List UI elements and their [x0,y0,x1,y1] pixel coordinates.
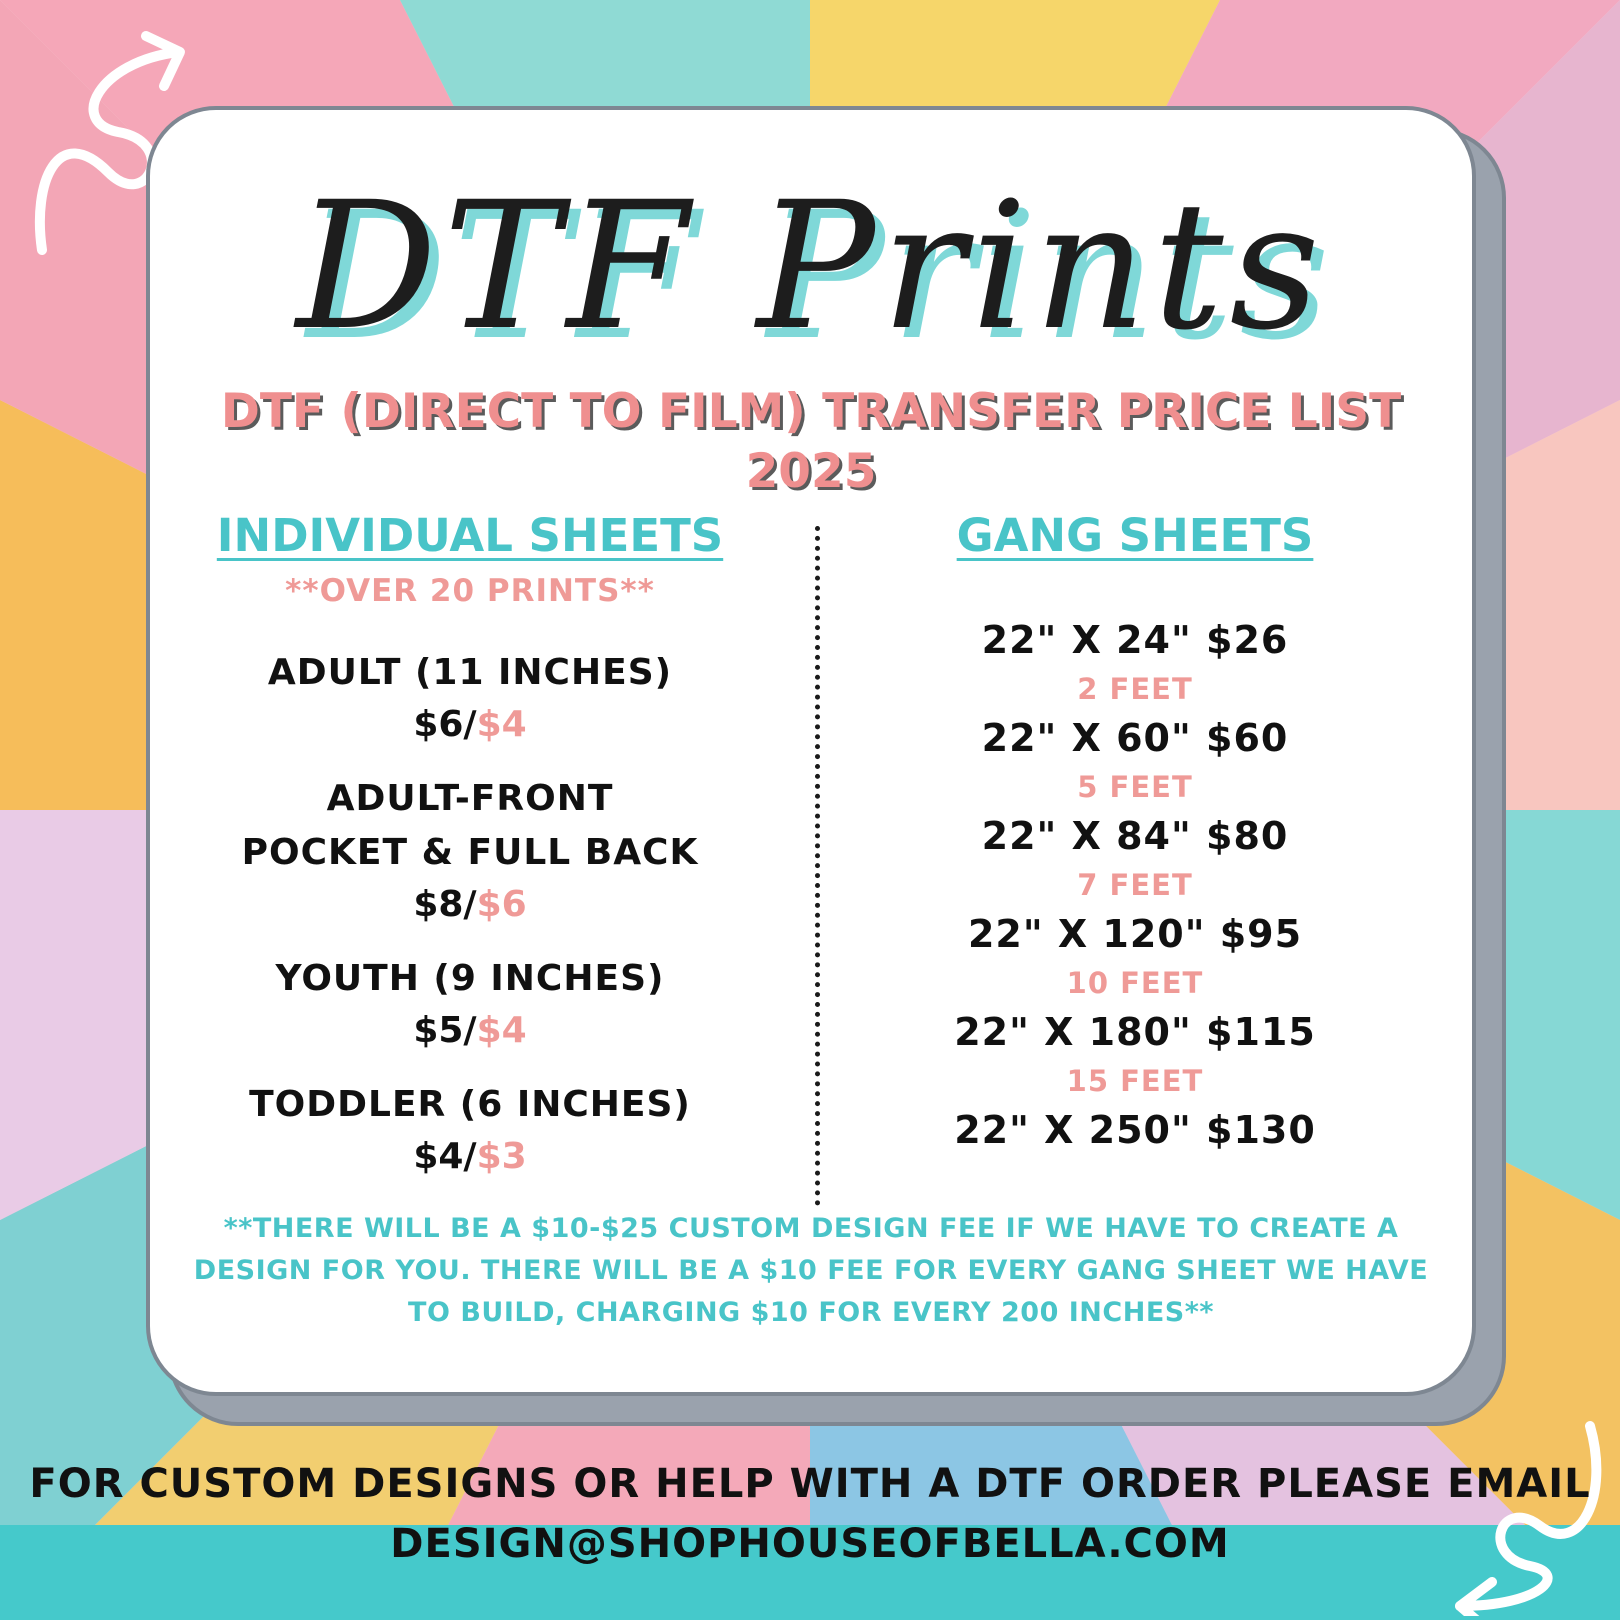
list-item [180,772,760,930]
gang-size: 22" X 60" $60 [981,716,1289,760]
item-price: $8/$6 [413,884,527,925]
gang-feet: 5 FEET [1077,770,1193,804]
individual-sheets-column [180,506,760,1182]
gang-size: 22" X 24" $26 [981,618,1289,662]
item-price: $6/$4 [413,704,527,745]
item-name: YOUTH (9 INCHES) [275,958,665,999]
item-price: $5/$4 [413,1010,527,1051]
gang-feet: 10 FEET [1066,966,1204,1000]
gang-sheet-list [830,614,1440,1156]
custom-design-fee-note: **THERE WILL BE A $10-$25 CUSTOM DESIGN FEE IF WE HAVE TO CREATE A DESIGN FOR YOU. THERE WILL BE A $10 FEE FOR EVERY GANG SHEET WE HAVE TO BUILD, CHARGING $10 FOR EVERY 200 INCHES** [193,1213,1429,1328]
individual-sheets-heading: INDIVIDUAL SHEETS [216,509,724,562]
gang-size: 22" X 84" $80 [981,814,1289,858]
gang-size: 22" X 250" $130 [954,1108,1316,1152]
item-name: ADULT (11 INCHES) [267,652,673,693]
gang-size: 22" X 120" $95 [967,912,1303,956]
list-item [180,646,760,750]
item-name: TODDLER (6 INCHES) [249,1084,691,1125]
column-divider [815,526,820,1206]
item-name: ADULT-FRONT POCKET & FULL BACK [241,778,699,873]
page-title: DTF Prints [296,164,1326,369]
footer-text: FOR CUSTOM DESIGNS OR HELP WITH A DTF ORDER PLEASE EMAIL [29,1461,1591,1507]
contact-email: DESIGN@SHOPHOUSEOFBELLA.COM [390,1521,1230,1567]
gang-feet: 2 FEET [1077,672,1193,706]
contact-footer [0,1454,1620,1574]
over-20-prints-note: **OVER 20 PRINTS** [285,573,655,609]
gang-feet: 15 FEET [1066,1064,1204,1098]
gang-sheets-heading: GANG SHEETS [956,509,1314,562]
gang-feet: 7 FEET [1077,868,1193,902]
price-list-subtitle: DTF (DIRECT TO FILM) TRANSFER PRICE LIST 2025 [220,384,1402,499]
gang-size: 22" X 180" $115 [954,1010,1316,1054]
list-item [180,1078,760,1182]
gang-sheets-column [830,506,1440,1156]
price-card [146,106,1476,1396]
item-price: $4/$3 [413,1136,527,1177]
list-item [180,952,760,1056]
